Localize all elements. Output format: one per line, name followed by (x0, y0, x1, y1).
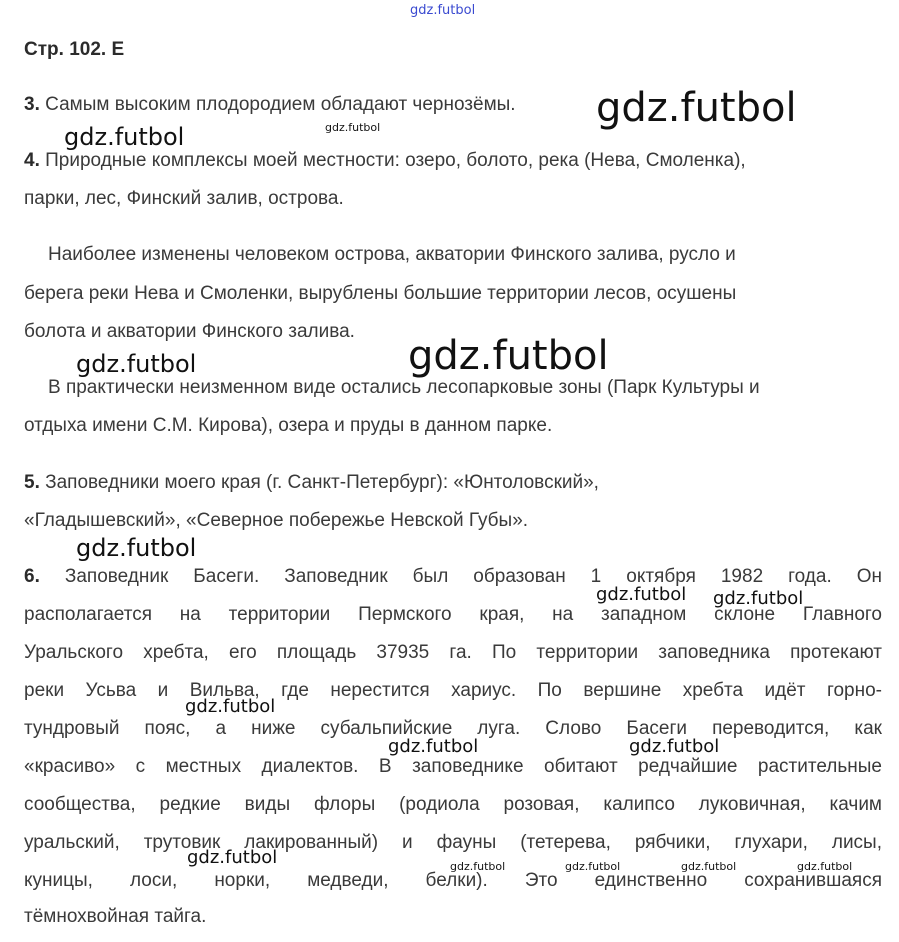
watermark-small-1: gdz.futbol (596, 584, 687, 605)
item-6-number: 6. (24, 566, 40, 587)
item-4-line-1 (24, 149, 746, 173)
watermark-tiny-1: gdz.futbol (325, 121, 381, 134)
item-3 (24, 93, 516, 117)
item-6-line-5: тундровый пояс, а ниже субальпийские луга. Слово Басеги переводится, как (24, 718, 882, 739)
item-3-text: Самым высоким плодородием обладают чернозёмы. (45, 94, 516, 115)
item-6-line-3: Уральского хребта, его площадь 37935 га. По территории заповедника протекают (24, 642, 882, 663)
item-6-line-1 (24, 565, 882, 589)
item-4-number: 4. (24, 150, 40, 171)
watermark-small-4: gdz.futbol (388, 736, 479, 757)
watermark-medium-3: gdz.futbol (76, 534, 197, 562)
watermark-tiny-2: gdz.futbol (450, 860, 506, 873)
watermark-small-2: gdz.futbol (713, 588, 804, 609)
watermark-medium-2: gdz.futbol (76, 350, 197, 378)
watermark-large-2: gdz.futbol (408, 333, 609, 379)
para-unchanged-line-2: отдыха имени С.М. Кирова), озера и пруды в данном парке. (24, 415, 553, 436)
item-5-line-1 (24, 471, 599, 495)
watermark-small-5: gdz.futbol (629, 736, 720, 757)
item-5-number: 5. (24, 472, 40, 493)
item-6-line-4: реки Усьва и Вильва, где нерестится хариус. По вершине хребта идёт горно- (24, 680, 882, 701)
item-4-line-2: парки, лес, Финский залив, острова. (24, 188, 344, 209)
item-6-line-6: «красиво» с местных диалектов. В заповеднике обитают редчайшие растительные (24, 756, 882, 777)
item-5-text-1: Заповедники моего края (г. Санкт-Петербург): «Юнтоловский», (45, 472, 599, 493)
watermark-small-3: gdz.futbol (185, 696, 276, 717)
item-4-text-1: Природные комплексы моей местности: озеро, болото, река (Нева, Смоленка), (45, 150, 746, 171)
watermark-medium-1: gdz.futbol (64, 123, 185, 151)
item-6-line-7: сообщества, редкие виды флоры (родиола розовая, калипсо луковичная, качим (24, 794, 882, 815)
page-heading: Стр. 102. Е (24, 39, 125, 60)
item-6-line-2: располагается на территории Пермского края, на западном склоне Главного (24, 604, 882, 625)
item-6-text-1: Заповедник Басеги. Заповедник был образован 1 октября 1982 года. Он (64, 566, 883, 587)
para-changed-line-1: Наиболее изменены человеком острова, акватории Финского залива, русло и (48, 244, 736, 265)
watermark-top: gdz.futbol (410, 3, 476, 18)
watermark-tiny-4: gdz.futbol (681, 860, 737, 873)
watermark-tiny-5: gdz.futbol (797, 860, 853, 873)
item-5-line-2: «Гладышевский», «Северное побережье Невской Губы». (24, 510, 529, 531)
item-6-line-10: тёмнохвойная тайга. (24, 906, 207, 927)
para-changed-line-2: берега реки Нева и Смоленки, вырублены большие территории лесов, осушены (24, 283, 737, 304)
item-6-line-8: уральский, трутовик лакированный) и фауны (тетерева, рябчики, глухари, лисы, (24, 832, 882, 853)
watermark-large-1: gdz.futbol (596, 85, 797, 131)
watermark-tiny-3: gdz.futbol (565, 860, 621, 873)
para-unchanged-line-1: В практически неизменном виде остались лесопарковые зоны (Парк Культуры и (48, 377, 760, 398)
item-6-line-9: куницы, лоси, норки, медведи, белки). Это единственно сохранившаяся (24, 870, 882, 891)
watermark-small-6: gdz.futbol (187, 847, 278, 868)
para-changed-line-3: болота и акватории Финского залива. (24, 321, 355, 342)
item-3-number: 3. (24, 94, 40, 115)
